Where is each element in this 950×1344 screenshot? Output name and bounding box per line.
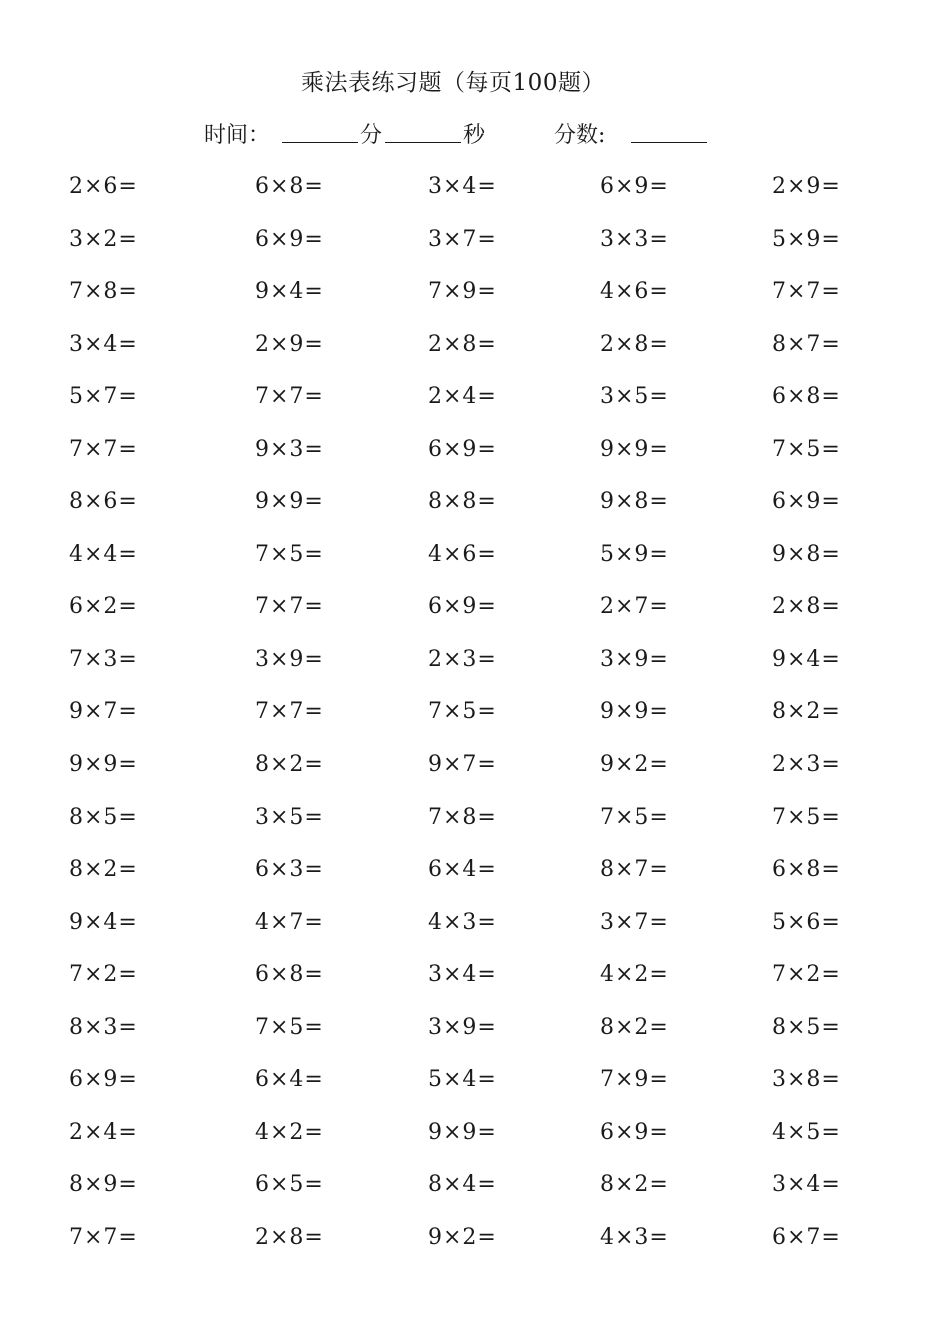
problem-row (0, 1108, 950, 1161)
problem-row (0, 215, 950, 268)
problem-item: 6×9= (600, 174, 669, 199)
problem-item: 3×2= (69, 226, 138, 252)
problem-item: 8×7= (600, 857, 669, 883)
problem-item: 6×8= (772, 857, 841, 883)
problem-item: 7×5= (772, 436, 841, 462)
second-label: 秒 (463, 123, 486, 148)
problem-item: 2×3= (772, 752, 841, 778)
problem-item: 9×7= (69, 699, 138, 725)
problem-item: 7×7= (255, 384, 324, 410)
problem-item: 7×8= (69, 279, 138, 305)
problem-item: 4×4= (69, 541, 138, 567)
problem-row (0, 425, 950, 478)
problem-item: 7×7= (69, 1224, 138, 1250)
problem-item: 9×4= (255, 279, 324, 305)
problem-row (0, 950, 950, 1003)
problem-item: 4×2= (600, 962, 669, 988)
problem-item: 2×8= (255, 1224, 324, 1250)
problem-row (0, 793, 950, 846)
problem-item: 9×4= (772, 646, 841, 672)
problem-item: 4×5= (772, 1119, 841, 1145)
problem-item: 3×4= (428, 174, 497, 199)
problem-row (0, 845, 950, 898)
problem-item: 2×6= (69, 174, 138, 199)
problem-item: 7×3= (69, 646, 138, 672)
problem-item: 4×3= (428, 909, 497, 935)
problem-item: 2×8= (600, 331, 669, 357)
problem-item: 6×9= (428, 594, 497, 620)
problem-item: 9×9= (428, 1119, 497, 1145)
problem-item: 7×7= (69, 436, 138, 462)
problem-item: 8×3= (69, 1014, 138, 1040)
minutes-blank[interactable] (282, 118, 358, 143)
problem-item: 4×2= (255, 1119, 324, 1145)
problem-item: 3×5= (600, 384, 669, 410)
problem-item: 6×9= (69, 1067, 138, 1093)
problem-item: 3×3= (600, 226, 669, 252)
problem-item: 9×8= (600, 489, 669, 515)
problem-item: 8×2= (69, 857, 138, 883)
minute-label: 分 (360, 123, 383, 148)
problem-item: 3×7= (428, 226, 497, 252)
problem-item: 3×7= (600, 909, 669, 935)
problem-item: 6×4= (255, 1067, 324, 1093)
problem-item: 3×9= (255, 646, 324, 672)
problem-row (0, 898, 950, 951)
problem-item: 7×2= (69, 962, 138, 988)
page-title: 乘法表练习题（每页100题） (301, 70, 605, 96)
problem-item: 9×2= (600, 752, 669, 778)
problem-row (0, 372, 950, 425)
problem-item: 2×3= (428, 646, 497, 672)
problem-item: 2×8= (428, 331, 497, 357)
problem-item: 2×4= (69, 1119, 138, 1145)
problem-row (0, 740, 950, 793)
problem-item: 9×3= (255, 436, 324, 462)
problem-item: 7×8= (428, 804, 497, 830)
problem-item: 7×9= (428, 279, 497, 305)
problem-item: 8×2= (600, 1014, 669, 1040)
problem-item: 4×6= (600, 279, 669, 305)
problem-item: 5×9= (600, 541, 669, 567)
problem-item: 7×5= (600, 804, 669, 830)
problem-item: 7×7= (255, 594, 324, 620)
problem-item: 9×9= (69, 752, 138, 778)
problem-item: 9×9= (255, 489, 324, 515)
problem-item: 6×4= (428, 857, 497, 883)
problem-item: 8×6= (69, 489, 138, 515)
problem-item: 4×7= (255, 909, 324, 935)
problem-item: 3×4= (772, 1172, 841, 1198)
problem-row (0, 162, 950, 215)
problem-item: 6×7= (772, 1224, 841, 1250)
problem-item: 8×2= (255, 752, 324, 778)
problem-item: 6×3= (255, 857, 324, 883)
seconds-blank[interactable] (385, 118, 461, 143)
time-score-line (0, 118, 950, 152)
problem-row (0, 320, 950, 373)
problem-item: 8×8= (428, 489, 497, 515)
problem-row (0, 582, 950, 635)
problem-item: 4×6= (428, 541, 497, 567)
problem-row (0, 267, 950, 320)
problem-row (0, 477, 950, 530)
problem-item: 8×4= (428, 1172, 497, 1198)
problem-row (0, 530, 950, 583)
score-label: 分数: (554, 123, 606, 148)
problem-item: 4×3= (600, 1224, 669, 1250)
problem-item: 9×2= (428, 1224, 497, 1250)
problem-row (0, 1213, 950, 1266)
problem-item: 2×4= (428, 384, 497, 410)
problem-item: 7×2= (772, 962, 841, 988)
problem-item: 8×5= (772, 1014, 841, 1040)
problem-item: 3×4= (69, 331, 138, 357)
problem-item: 6×8= (772, 384, 841, 410)
problem-item: 9×7= (428, 752, 497, 778)
problem-item: 2×9= (255, 331, 324, 357)
problem-item: 3×9= (428, 1014, 497, 1040)
problem-item: 8×5= (69, 804, 138, 830)
problem-item: 8×7= (772, 331, 841, 357)
problem-item: 2×8= (772, 594, 841, 620)
problem-item: 3×4= (428, 962, 497, 988)
problem-row (0, 1003, 950, 1056)
problem-grid (0, 162, 950, 1265)
problem-row (0, 687, 950, 740)
problem-item: 2×7= (600, 594, 669, 620)
problem-item: 6×9= (255, 226, 324, 252)
problem-item: 8×9= (69, 1172, 138, 1198)
problem-item: 2×9= (772, 174, 841, 199)
score-blank[interactable] (631, 118, 707, 143)
problem-item: 7×5= (255, 1014, 324, 1040)
problem-row (0, 635, 950, 688)
problem-item: 3×5= (255, 804, 324, 830)
problem-item: 6×9= (772, 489, 841, 515)
problem-item: 6×9= (600, 1119, 669, 1145)
problem-item: 9×9= (600, 436, 669, 462)
problem-item: 8×2= (772, 699, 841, 725)
problem-item: 6×8= (255, 962, 324, 988)
problem-item: 7×5= (428, 699, 497, 725)
problem-item: 7×7= (772, 279, 841, 305)
problem-item: 5×7= (69, 384, 138, 410)
problem-item: 6×5= (255, 1172, 324, 1198)
problem-item: 6×8= (255, 174, 324, 199)
problem-item: 7×9= (600, 1067, 669, 1093)
problem-item: 6×9= (428, 436, 497, 462)
problem-item: 9×4= (69, 909, 138, 935)
problem-item: 9×8= (772, 541, 841, 567)
problem-item: 7×7= (255, 699, 324, 725)
problem-row (0, 1160, 950, 1213)
problem-item: 5×4= (428, 1067, 497, 1093)
problem-item: 9×9= (600, 699, 669, 725)
problem-item: 5×9= (772, 226, 841, 252)
problem-item: 3×9= (600, 646, 669, 672)
problem-row (0, 1055, 950, 1108)
time-label: 时间： (204, 123, 271, 148)
problem-item: 6×2= (69, 594, 138, 620)
problem-item: 7×5= (772, 804, 841, 830)
problem-item: 8×2= (600, 1172, 669, 1198)
problem-item: 3×8= (772, 1067, 841, 1093)
problem-item: 7×5= (255, 541, 324, 567)
problem-item: 5×6= (772, 909, 841, 935)
